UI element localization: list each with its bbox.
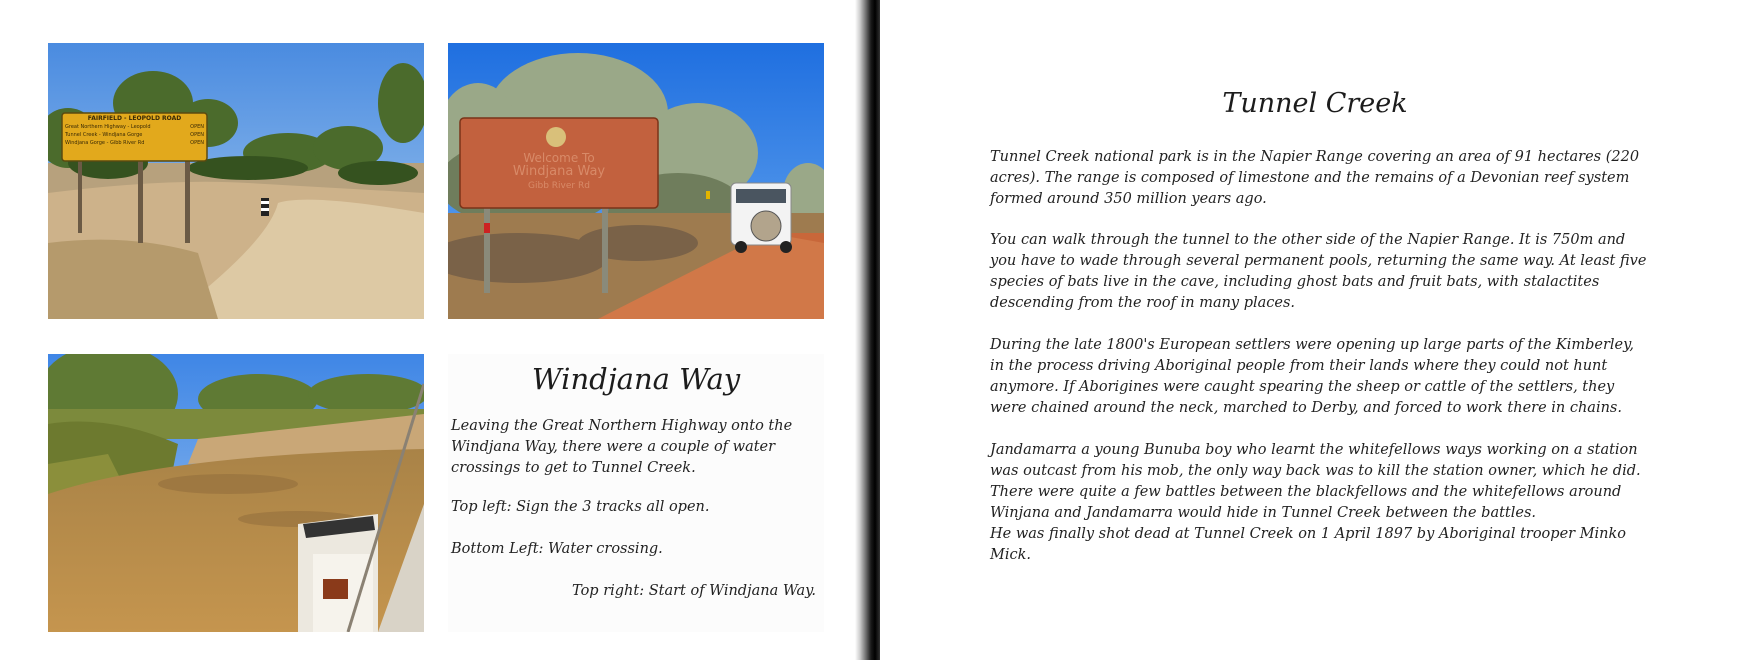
signpost-text xyxy=(62,113,207,161)
welcome-sign-line3: Gibb River Rd xyxy=(528,181,590,191)
signpost-status: OPEN xyxy=(190,132,204,138)
tunnel-creek-title: Tunnel Creek xyxy=(1222,88,1408,119)
caption-bottom-left: Bottom Left: Water crossing. xyxy=(451,541,663,557)
caption-top-right: Top right: Start of Windjana Way. xyxy=(572,583,816,599)
right-page xyxy=(880,0,1750,660)
welcome-sign-text xyxy=(460,151,658,193)
paragraph-national-park: Tunnel Creek national park is in the Napier Range covering an area of 91 hectares (220 acres). The range is composed of limestone and the remains of a Devonian reef system formed around 350 million years ago. xyxy=(990,149,1640,207)
signpost-status: OPEN xyxy=(190,140,204,146)
signpost-status: OPEN xyxy=(190,124,204,130)
signpost-title: FAIRFIELD - LEOPOLD ROAD xyxy=(87,115,182,122)
paragraph-tunnel-walk: You can walk through the tunnel to the other side of the Napier Range. It is 750m and you have to wade through several permanent pools, returning the same way. At least five species of bats live in the cave, including ghost bats and fruit bats, with stalactites descending from the roof in many places. xyxy=(990,232,1647,311)
signpost-row xyxy=(65,123,204,131)
photo-road-sign xyxy=(48,43,424,319)
caption-intro: Leaving the Great Northern Highway onto the Windjana Way, there were a couple of water crossings to get to Tunnel Creek. xyxy=(451,418,793,476)
welcome-sign-line1: Welcome To xyxy=(523,151,595,165)
caption-box xyxy=(448,354,824,632)
signpost-row xyxy=(65,131,204,139)
welcome-sign-line2: Windjana Way xyxy=(512,164,606,179)
signpost-place: Windjana Gorge - Gibb River Rd xyxy=(65,140,145,146)
photo-windjana-sign xyxy=(448,43,824,319)
photo-water-crossing xyxy=(48,354,424,632)
windjana-way-title: Windjana Way xyxy=(531,362,741,396)
left-page xyxy=(0,0,862,660)
signpost-place: Great Northern Highway - Leopold xyxy=(65,124,151,130)
signpost-row xyxy=(65,139,204,147)
paragraph-jandamarra: Jandamarra a young Bunuba boy who learnt the whitefellows ways working on a station was outcast from his mob, the only way back was to kill the station owner, which he did. There were quite a few battles between the blackfellows and the whitefellows around Winjana and Jandamarra would hide in Tunnel Creek between the battles. He was finally shot dead at Tunnel Creek on 1 April 1897 by Aboriginal trooper Minko Mick. xyxy=(990,442,1641,563)
signpost-place: Tunnel Creek - Windjana Gorge xyxy=(65,132,143,138)
paragraph-european-settlers: During the late 1800's European settlers were opening up large parts of the Kimberley, in the process driving Aboriginal people from their lands where they could not hunt anymore. If Aborigines were caught spearing the sheep or cattle of the settlers, they were chained around the neck, marched to Derby, and forced to work there in chains. xyxy=(990,337,1635,416)
caption-top-left: Top left: Sign the 3 tracks all open. xyxy=(451,499,710,515)
